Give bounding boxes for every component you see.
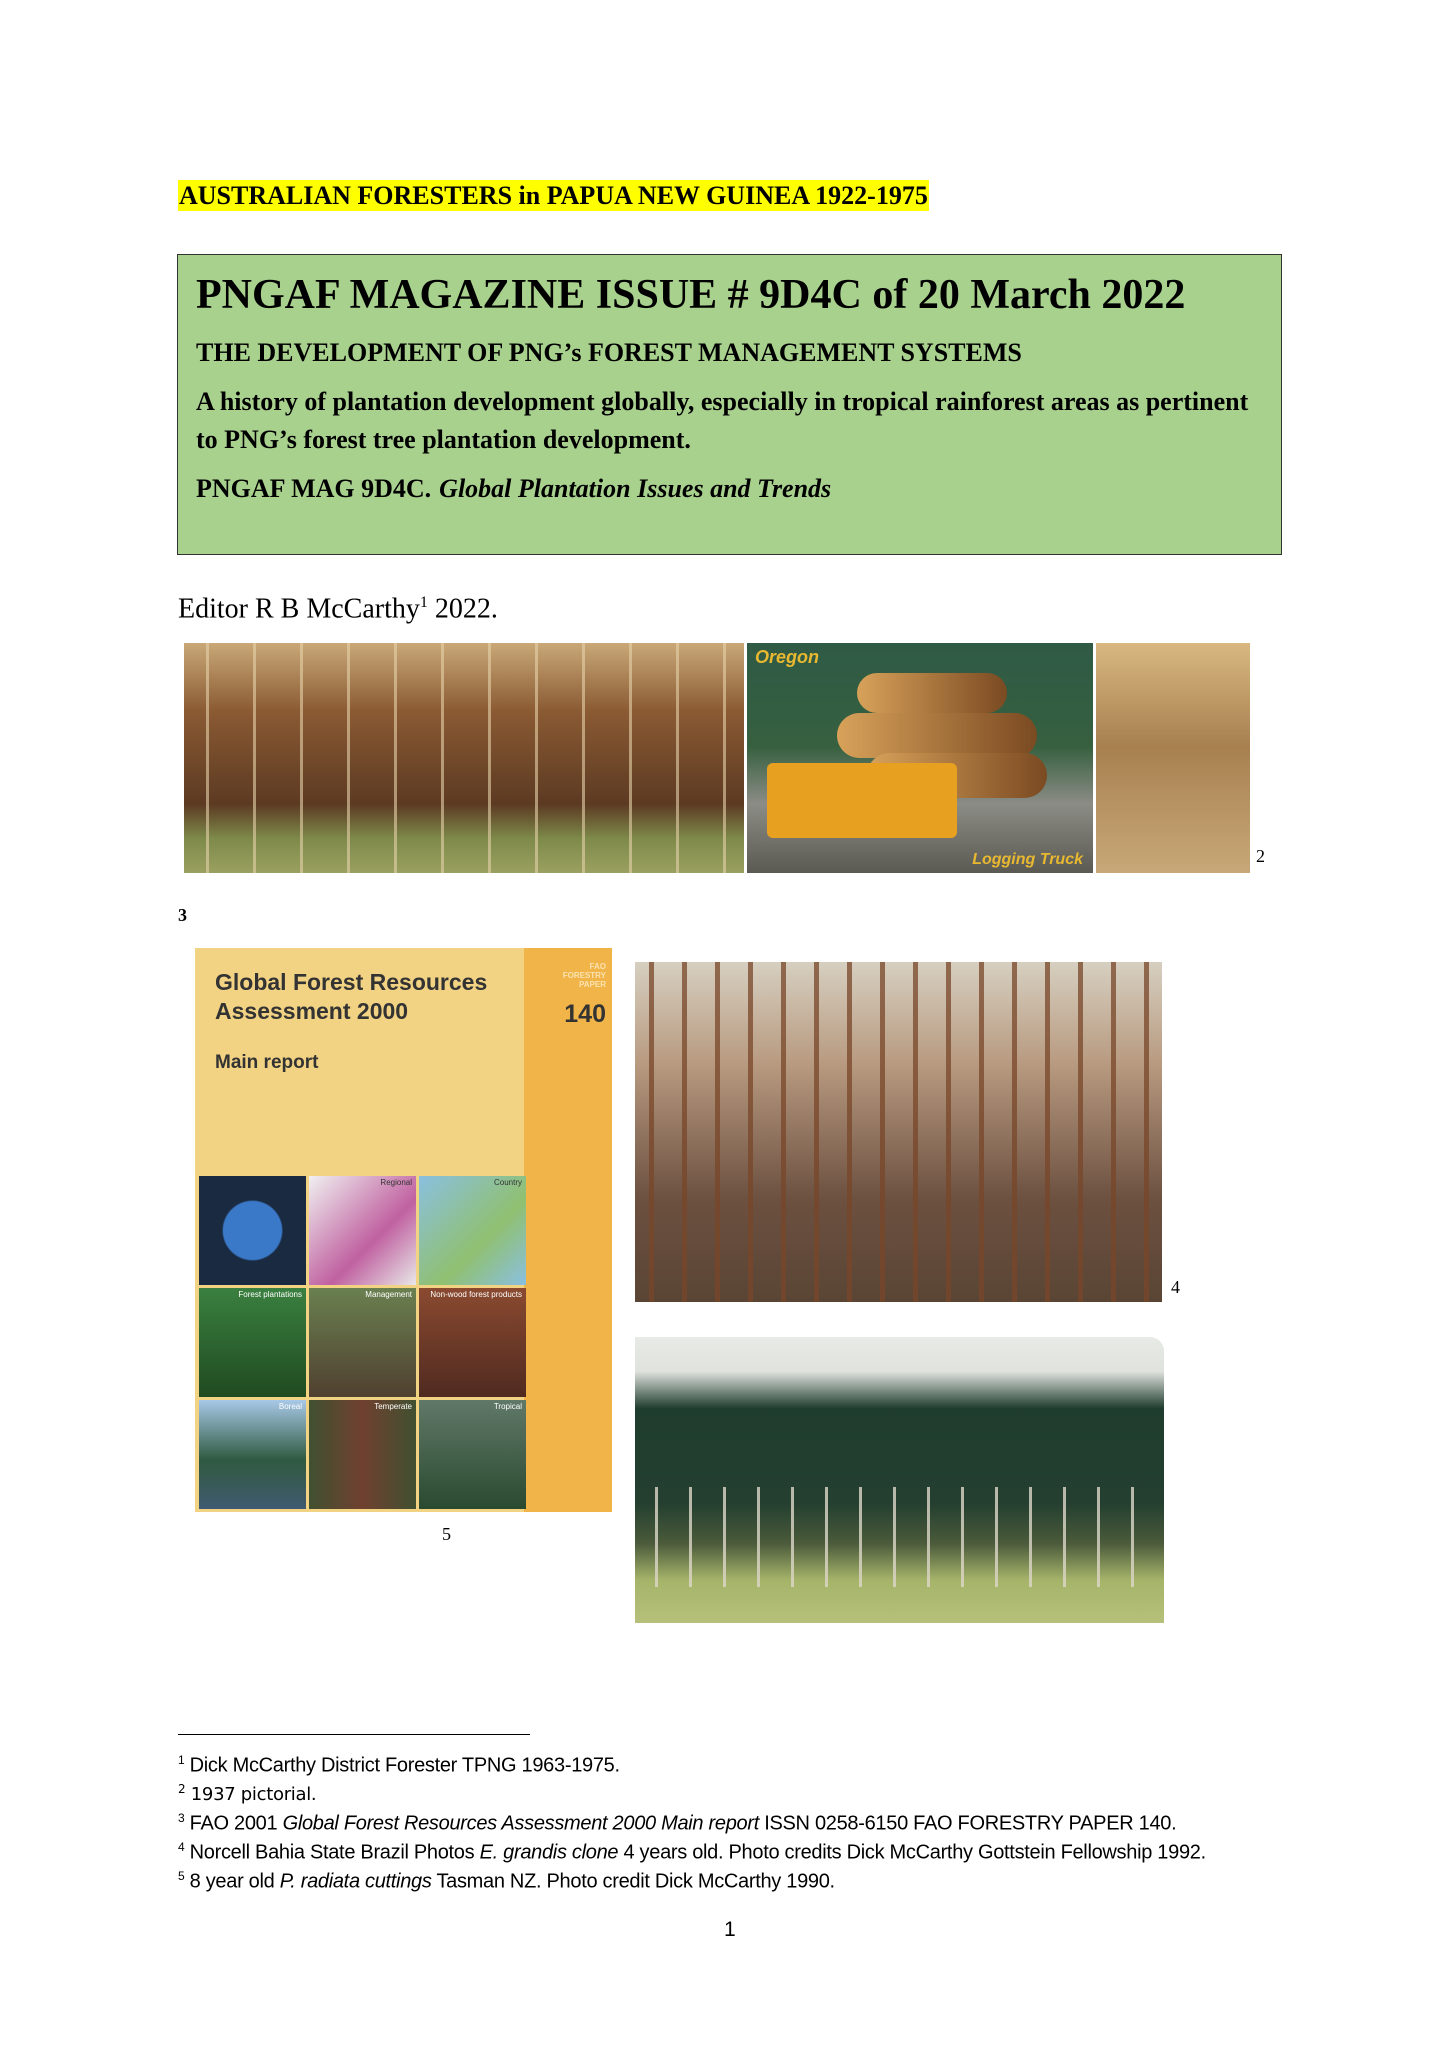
logging-truck-photo [747, 643, 1093, 873]
sawpit-photo [1096, 643, 1250, 873]
bullock-team-photo [184, 643, 744, 873]
magazine-subtitle: THE DEVELOPMENT OF PNG’s FOREST MANAGEMENT SYSTEMS [196, 338, 1022, 367]
tropical-tile: Tropical [419, 1400, 526, 1509]
editor-line [178, 586, 498, 626]
magazine-description: A history of plantation development globally, especially in tropical rainforest areas as pertinent to PNG’s forest tree plantation development. [196, 387, 1249, 454]
country-tile: Country [419, 1176, 526, 1285]
radiata-pine-photo [635, 1337, 1164, 1623]
plantations-tile: Forest plantations [199, 1288, 306, 1397]
management-tile: Management [309, 1288, 416, 1397]
cover-number: 140 [564, 1000, 606, 1028]
footnote-ref: 1 [419, 594, 428, 611]
fao-report-cover [195, 948, 612, 1512]
mag-ref-title: Global Plantation Issues and Trends [439, 474, 832, 503]
postcard-brand: Oregon [755, 647, 820, 667]
globe-tile [199, 1176, 306, 1285]
page-number: 1 [724, 1918, 736, 1941]
photo-footnote-marker: 2 [1256, 846, 1265, 866]
regional-tile: Regional [309, 1176, 416, 1285]
editor-year: 2022. [434, 593, 498, 625]
photo-footnote-marker: 4 [1171, 1277, 1180, 1297]
cover-series: FAO FORESTRY PAPER [562, 962, 606, 989]
series-title-highlight: AUSTRALIAN FORESTERS in PAPUA NEW GUINEA 1922-1975 [179, 181, 928, 210]
cover-title: Global Forest Resources Assessment 2000 [215, 969, 488, 1024]
footnote: $^4$ Norcell Bahia State Brazil Photos E. grandis clone 4 years old. Photo credits Dick McCarthy Gottstein Fellowship 1992. [178, 1840, 1206, 1864]
magazine-reference [196, 473, 1263, 505]
photo-footnote-marker: 5 [442, 1524, 451, 1544]
magazine-title: PNGAF MAGAZINE ISSUE # 9D4C of 20 March 2022 [196, 272, 1186, 318]
footnote: $^1$ Dick McCarthy District Forester TPNG 1963-1975. [178, 1753, 620, 1777]
footnote: $^2$ 1937 pictorial. [178, 1782, 317, 1805]
editor-name: Editor R B McCarthy [178, 593, 420, 625]
cover-image-grid [199, 1176, 526, 1509]
postcard-caption: Logging Truck [972, 851, 1083, 868]
title-box [177, 254, 1282, 555]
mag-ref: PNGAF MAG 9D4C. [196, 474, 432, 503]
non-wood-tile: Non-wood forest products [419, 1288, 526, 1397]
eucalyptus-plantation-photo [635, 962, 1162, 1302]
photo-footnote-marker: 3 [178, 905, 187, 925]
temperate-tile: Temperate [309, 1400, 416, 1509]
cover-subtitle: Main report [215, 1052, 319, 1073]
boreal-tile: Boreal [199, 1400, 306, 1509]
footnote-separator [178, 1734, 530, 1735]
footnote: $^3$ FAO 2001 Global Forest Resources Assessment 2000 Main report ISSN 0258-6150 FAO FORESTRY PAPER 140. [178, 1811, 1177, 1835]
footnote: $^5$ 8 year old P. radiata cuttings Tasman NZ. Photo credit Dick McCarthy 1990. [178, 1869, 835, 1893]
